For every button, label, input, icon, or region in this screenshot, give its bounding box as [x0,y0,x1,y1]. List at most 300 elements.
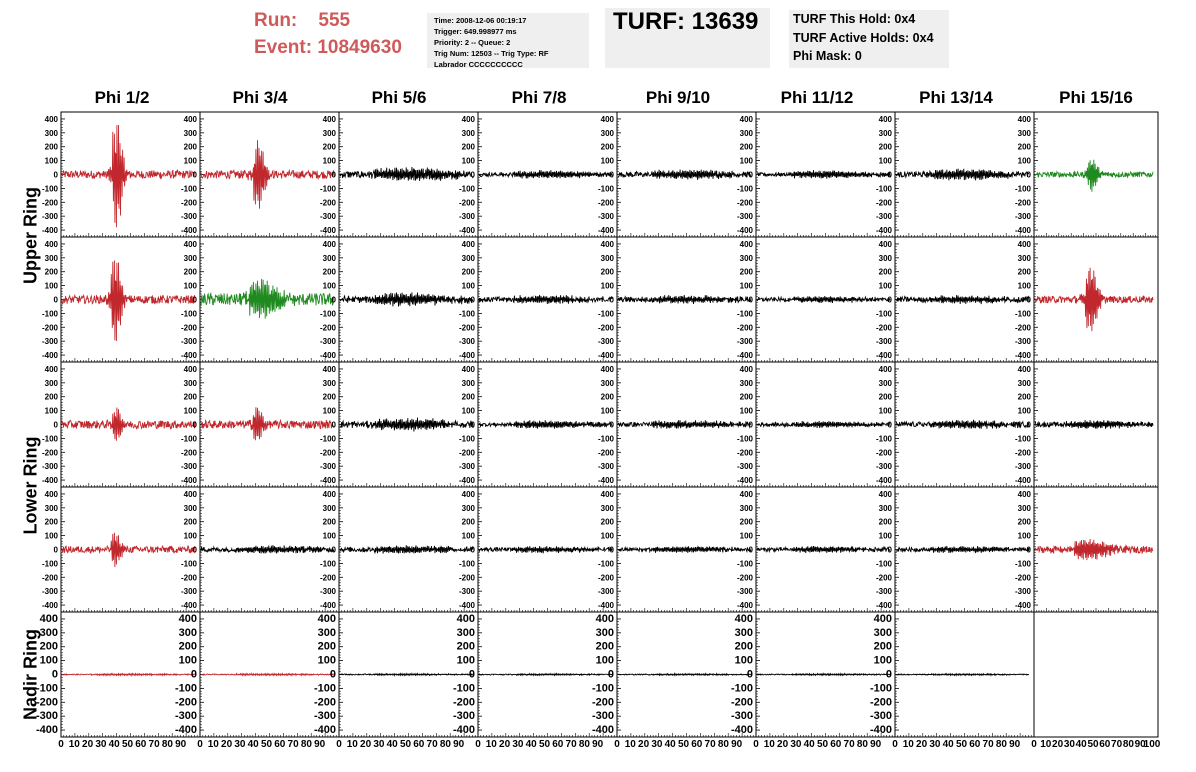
y-tick-label: 300 [600,378,614,388]
waveform-trace [62,408,195,441]
y-tick-label: 200 [322,392,336,402]
y-tick-label: -100 [458,184,475,194]
y-tick-label: 300 [183,503,197,513]
y-tick-label: -400 [319,351,336,361]
y-tick-label: 300 [1017,253,1031,263]
y-tick-label: -400 [736,351,753,361]
y-tick-label: -100 [736,559,753,569]
y-tick-label: -200 [736,198,753,208]
y-tick-label: 300 [878,253,892,263]
y-tick-label: 0 [887,545,892,555]
y-tick-label: -100 [458,434,475,444]
x-tick-label: 20 [638,739,650,750]
y-tick-label: -300 [458,337,475,347]
y-tick-label: 200 [39,640,58,653]
y-tick-label: 200 [317,640,336,653]
y-tick-label: 100 [739,281,753,291]
y-tick-label: -300 [41,337,58,347]
waveform-trace [896,295,1029,304]
y-tick-label: 300 [322,128,336,138]
y-tick-label: 400 [873,612,892,625]
y-tick-label: 200 [1017,392,1031,402]
column-header-phi-11-12: Phi 11/12 [780,88,854,107]
y-tick-label: 0 [192,545,197,555]
y-tick-label: 0 [470,295,475,305]
waveform-trace [479,674,612,676]
y-tick-label: -200 [174,696,197,709]
y-tick-label: 200 [44,267,58,277]
y-tick-label: -300 [180,337,197,347]
x-tick-label: 20 [916,739,928,750]
x-tick-label: 60 [552,739,564,750]
trigger-time: Time: 2008-12-06 00:19:17 [434,16,527,25]
x-tick-label: 10 [624,739,636,750]
y-tick-label: -400 [1014,226,1031,236]
y-tick-label: -200 [458,198,475,208]
y-tick-label: -200 [597,323,614,333]
y-tick-label: 0 [609,420,614,430]
y-tick-label: -200 [597,198,614,208]
y-tick-label: 300 [461,378,475,388]
y-tick-label: -400 [597,601,614,611]
x-tick-label: 0 [1031,739,1037,750]
waveform-trace [618,170,751,180]
x-tick-label: 60 [274,739,286,750]
y-tick-label: -100 [1014,184,1031,194]
y-tick-label: -300 [41,587,58,597]
y-tick-label: 0 [748,170,753,180]
y-tick-label: 100 [600,531,614,541]
y-tick-label: 300 [739,503,753,513]
waveform-trace [479,546,612,553]
phi-mask: Phi Mask: 0 [793,49,862,63]
y-tick-label: 100 [734,654,753,667]
y-tick-label: 0 [470,170,475,180]
y-tick-label: -100 [180,559,197,569]
x-tick-label: 40 [664,739,676,750]
y-tick-label: 200 [183,267,197,277]
labrador-status: Labrador CCCCCCCCCC [434,60,523,69]
y-tick-label: 300 [322,503,336,513]
x-tick-label: 10 [1040,739,1052,750]
y-tick-label: -100 [458,559,475,569]
x-tick-label: 80 [856,739,868,750]
x-tick-label: 50 [1087,739,1099,750]
y-tick-label: 200 [456,640,475,653]
y-tick-label: 100 [461,156,475,166]
y-tick-label: 0 [331,420,336,430]
y-tick-label: -100 [180,184,197,194]
y-tick-label: 100 [44,531,58,541]
y-tick-label: 100 [322,531,336,541]
x-tick-label: 60 [135,739,147,750]
x-tick-label: 70 [982,739,994,750]
y-tick-label: 400 [595,612,614,625]
y-tick-label: 400 [1017,364,1031,374]
y-tick-label: 0 [1026,170,1031,180]
y-tick-label: 300 [183,128,197,138]
y-tick-label: 300 [461,128,475,138]
y-tick-label: 300 [739,253,753,263]
y-tick-label: 100 [739,156,753,166]
y-tick-label: 300 [44,128,58,138]
y-tick-label: 100 [44,406,58,416]
nadir-ring-label: Nadir Ring [20,629,41,721]
y-tick-label: 300 [1017,128,1031,138]
y-tick-label: 0 [748,545,753,555]
y-tick-label: 200 [44,392,58,402]
y-tick-label: 100 [183,281,197,291]
y-tick-label: 200 [44,517,58,527]
y-tick-label: 100 [183,531,197,541]
y-tick-label: -200 [180,573,197,583]
event-number: Event: 10849630 [254,37,402,58]
y-tick-label: -100 [736,309,753,319]
waveform-trace [340,418,473,432]
y-tick-label: 400 [322,239,336,249]
waveform-trace [201,674,334,676]
x-tick-label: 60 [1099,739,1111,750]
x-tick-label: 30 [929,739,941,750]
y-tick-label: -400 [458,601,475,611]
y-tick-label: 300 [178,626,197,639]
x-tick-label: 40 [525,739,537,750]
x-tick-label: 30 [651,739,663,750]
y-tick-label: 300 [1017,378,1031,388]
y-tick-label: 300 [39,626,58,639]
y-tick-label: -100 [591,682,614,695]
y-tick-label: -200 [41,448,58,458]
y-tick-label: 400 [39,612,58,625]
y-tick-label: 200 [739,267,753,277]
y-tick-label: -100 [458,309,475,319]
y-tick-label: 300 [461,253,475,263]
y-tick-label: 200 [739,392,753,402]
waveform-trace [1035,160,1153,192]
waveform-trace [896,674,1029,676]
y-tick-label: 300 [878,378,892,388]
y-tick-label: -400 [875,226,892,236]
y-tick-label: -300 [736,587,753,597]
y-tick-label: -200 [736,573,753,583]
y-tick-label: 400 [44,364,58,374]
y-tick-label: 0 [53,170,58,180]
y-tick-label: 300 [595,626,614,639]
column-header-phi-13-14: Phi 13/14 [919,88,993,107]
y-tick-label: -100 [1014,309,1031,319]
x-tick-label: 60 [413,739,425,750]
y-tick-label: -200 [319,198,336,208]
y-tick-label: 400 [878,364,892,374]
y-tick-label: -200 [1014,448,1031,458]
y-tick-label: 400 [456,612,475,625]
waveform-trace [62,261,195,342]
y-tick-label: 300 [1017,503,1031,513]
y-tick-label: 300 [461,503,475,513]
y-tick-label: -200 [458,573,475,583]
y-tick-label: -400 [597,351,614,361]
waveform-trace [1035,420,1153,429]
x-tick-label: 0 [58,739,64,750]
y-tick-label: 400 [461,114,475,124]
y-tick-label: 100 [44,156,58,166]
y-tick-label: -100 [597,184,614,194]
waveform-trace [618,420,751,429]
y-tick-label: 100 [1017,156,1031,166]
y-tick-label: -200 [458,323,475,333]
y-tick-label: 100 [178,654,197,667]
y-tick-label: -100 [319,184,336,194]
y-tick-label: -100 [597,434,614,444]
y-tick-label: 0 [609,170,614,180]
y-tick-label: -200 [180,448,197,458]
x-tick-label: 20 [499,739,511,750]
y-tick-label: -400 [1014,476,1031,486]
x-tick-label: 90 [1134,739,1146,750]
x-tick-label: 40 [1075,739,1087,750]
y-tick-label: -100 [869,682,892,695]
y-tick-label: 200 [461,142,475,152]
x-tick-label: 10 [207,739,219,750]
run-number: Run: 555 [254,10,351,31]
y-tick-label: -200 [41,573,58,583]
x-tick-label: 50 [399,739,412,750]
y-tick-label: 100 [595,654,614,667]
y-tick-label: -400 [41,601,58,611]
y-tick-label: -100 [35,682,58,695]
y-tick-label: 400 [44,239,58,249]
y-tick-label: -100 [319,434,336,444]
y-tick-label: -400 [597,226,614,236]
y-tick-label: 100 [878,531,892,541]
y-tick-label: -200 [452,696,475,709]
y-tick-label: -200 [35,696,58,709]
y-tick-label: 400 [44,114,58,124]
waveform-trace [201,140,334,209]
y-tick-label: 200 [183,517,197,527]
waveform-trace [340,674,473,676]
y-tick-label: 300 [322,253,336,263]
y-tick-label: -300 [597,212,614,222]
y-tick-label: -200 [319,323,336,333]
waveform-trace [757,421,890,428]
x-tick-label: 0 [475,739,481,750]
y-tick-label: -400 [458,351,475,361]
y-tick-label: -200 [41,323,58,333]
y-tick-label: -300 [597,462,614,472]
y-tick-label: -200 [1014,573,1031,583]
y-tick-label: -300 [41,462,58,472]
y-tick-label: -200 [1014,198,1031,208]
y-tick-label: 300 [44,378,58,388]
x-tick-label: 60 [969,739,981,750]
waveform-trace [340,167,473,181]
y-tick-label: 0 [1026,545,1031,555]
y-tick-label: 400 [1017,239,1031,249]
y-tick-label: 400 [322,114,336,124]
x-tick-label: 70 [704,739,716,750]
x-tick-label: 0 [614,739,620,750]
x-tick-label: 70 [287,739,299,750]
y-tick-label: 300 [739,128,753,138]
y-tick-label: 0 [331,170,336,180]
x-tick-label: 40 [247,739,259,750]
y-tick-label: 400 [183,239,197,249]
y-tick-label: 200 [739,142,753,152]
y-tick-label: -400 [736,601,753,611]
y-tick-label: 0 [748,420,753,430]
y-tick-label: 200 [739,517,753,527]
y-tick-label: 200 [734,640,753,653]
x-tick-label: 80 [717,739,729,750]
y-tick-label: -400 [319,226,336,236]
y-tick-label: 100 [878,156,892,166]
y-tick-label: -200 [597,573,614,583]
y-tick-label: 0 [468,668,475,681]
x-tick-label: 90 [175,739,187,750]
y-tick-label: -300 [736,212,753,222]
y-tick-label: -200 [319,573,336,583]
waveform-trace [896,169,1029,181]
waveform-trace [340,292,473,306]
y-tick-label: -200 [180,198,197,208]
y-tick-label: 0 [53,545,58,555]
y-tick-label: 400 [44,489,58,499]
y-tick-label: 200 [600,267,614,277]
turf-active-holds: TURF Active Holds: 0x4 [793,30,934,45]
y-tick-label: -400 [180,601,197,611]
x-tick-label: 0 [892,739,898,750]
x-tick-label: 0 [197,739,203,750]
y-tick-label: -300 [597,337,614,347]
x-tick-label: 80 [578,739,590,750]
y-tick-label: -200 [319,448,336,458]
y-tick-label: -200 [597,448,614,458]
y-tick-label: 0 [887,170,892,180]
y-tick-label: -100 [41,309,58,319]
x-tick-label: 10 [485,739,497,750]
y-tick-label: 200 [322,517,336,527]
y-tick-label: 0 [470,420,475,430]
y-tick-label: -300 [41,212,58,222]
y-tick-label: 100 [739,406,753,416]
y-tick-label: 300 [44,253,58,263]
y-tick-label: 200 [600,142,614,152]
waveform-trace [340,545,473,553]
y-tick-label: 400 [322,489,336,499]
y-tick-label: 200 [461,392,475,402]
y-tick-label: 0 [1026,295,1031,305]
y-tick-label: -400 [875,351,892,361]
y-tick-label: 0 [746,668,753,681]
y-tick-label: 300 [600,503,614,513]
y-tick-label: -400 [41,226,58,236]
y-tick-label: 300 [317,626,336,639]
waveform-trace [1035,539,1153,560]
waveform-trace [62,533,195,567]
waveform-trace [757,546,890,553]
x-tick-label: 90 [453,739,465,750]
x-tick-label: 40 [942,739,954,750]
waveform-trace [479,420,612,428]
y-tick-label: 400 [600,364,614,374]
y-tick-label: -300 [180,587,197,597]
y-tick-label: 100 [1017,531,1031,541]
y-tick-label: 100 [456,654,475,667]
y-tick-label: -400 [591,724,614,737]
y-tick-label: 200 [600,392,614,402]
y-tick-label: -100 [452,682,475,695]
y-tick-label: 100 [461,281,475,291]
y-tick-label: -300 [875,462,892,472]
x-tick-label: 70 [426,739,438,750]
y-tick-label: 0 [192,420,197,430]
x-tick-label: 70 [843,739,855,750]
y-tick-label: -400 [458,476,475,486]
y-tick-label: 300 [183,253,197,263]
y-tick-label: 300 [600,128,614,138]
waveform-trace [201,407,334,440]
y-tick-label: 0 [51,668,58,681]
x-tick-label: 50 [260,739,273,750]
y-tick-label: 100 [878,281,892,291]
x-tick-label: 20 [777,739,789,750]
y-tick-label: -200 [180,323,197,333]
y-tick-label: -400 [869,724,892,737]
y-tick-label: -400 [452,724,475,737]
y-tick-label: -200 [875,198,892,208]
y-tick-label: -300 [1014,462,1031,472]
y-tick-label: 400 [461,364,475,374]
y-tick-label: -200 [591,696,614,709]
x-tick-label: 90 [1009,739,1021,750]
y-tick-label: 200 [183,392,197,402]
y-tick-label: -300 [1014,337,1031,347]
lower-ring-label: Lower Ring [20,436,41,535]
y-tick-label: 0 [192,170,197,180]
y-tick-label: 400 [600,239,614,249]
y-tick-label: -200 [730,696,753,709]
y-tick-label: -200 [313,696,336,709]
x-tick-label: 70 [148,739,160,750]
waveform-trace [757,170,890,179]
y-tick-label: -400 [875,601,892,611]
x-tick-label: 90 [592,739,604,750]
waveform-trace [618,674,751,676]
x-tick-label: 80 [1122,739,1134,750]
trigger-value: Trigger: 649.998977 ms [434,27,517,36]
y-tick-label: 400 [600,114,614,124]
x-tick-label: 80 [995,739,1007,750]
y-tick-label: -100 [319,559,336,569]
y-tick-label: 200 [461,517,475,527]
y-tick-label: 300 [322,378,336,388]
y-tick-label: 100 [322,281,336,291]
y-tick-label: 300 [878,503,892,513]
y-tick-label: 200 [878,267,892,277]
y-tick-label: -200 [875,573,892,583]
x-tick-label: 30 [790,739,802,750]
y-tick-label: -300 [1014,212,1031,222]
waveform-trace [201,545,334,553]
waveform-trace [201,279,334,319]
y-tick-label: 300 [873,626,892,639]
waveform-trace [1035,268,1153,331]
y-tick-label: -300 [869,710,892,723]
y-tick-label: -300 [174,710,197,723]
waveform-trace [896,546,1029,553]
y-tick-label: -100 [1014,559,1031,569]
